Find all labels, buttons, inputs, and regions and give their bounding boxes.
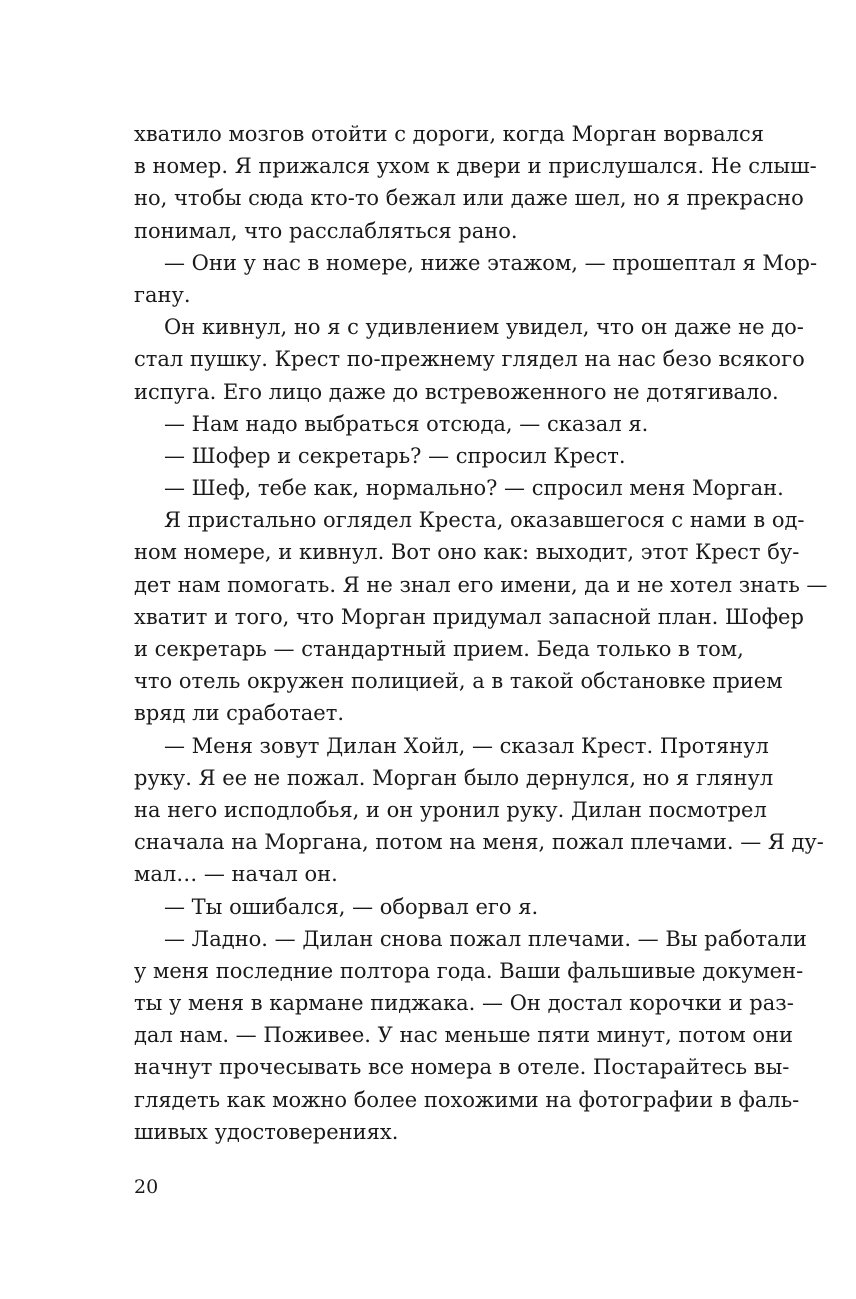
paragraph xyxy=(134,730,824,891)
text-line: — Ладно. — Дилан снова пожал плечами. — Вы работали xyxy=(164,926,807,951)
text-line: — Шофер и секретарь? — спросил Крест. xyxy=(164,443,626,468)
page-body-text xyxy=(134,118,828,1148)
text-line: Я пристально оглядел Креста, оказавшегося с нами в од- xyxy=(164,508,805,533)
text-line: шивых удостоверениях. xyxy=(134,1119,399,1144)
paragraph xyxy=(134,472,784,504)
paragraph xyxy=(134,118,817,247)
text-line: и секретарь — стандартный прием. Беда только в том, xyxy=(134,637,744,661)
text-line: гану. xyxy=(134,282,191,307)
text-line: — Шеф, тебе как, нормально? — спросил меня Морган. xyxy=(164,476,784,501)
text-line: начнут прочесывать все номера в отеле. Постарайтесь вы- xyxy=(134,1055,790,1080)
text-line: дал нам. — Поживее. У нас меньше пяти минут, потом они xyxy=(134,1023,793,1048)
text-line: мал… — начал он. xyxy=(134,862,338,887)
text-line: руку. Я ее не пожал. Морган было дернулся, но я глянул xyxy=(134,765,774,790)
paragraph xyxy=(134,923,807,1148)
paragraph xyxy=(134,440,728,472)
text-line: ты у меня в кармане пиджака. — Он достал корочки и раз- xyxy=(134,991,794,1016)
text-line: хватит и того, что Морган придумал запасной план. Шофер xyxy=(134,604,804,629)
paragraph xyxy=(134,891,728,923)
paragraph xyxy=(134,311,805,408)
text-line: ном номере, и кивнул. Вот оно как: выходит, этот Крест бу- xyxy=(134,540,800,565)
text-line: — Нам надо выбраться отсюда, — сказал я. xyxy=(164,411,649,436)
text-line: хватило мозгов отойти с дороги, когда Морган ворвался xyxy=(134,122,764,146)
text-line: что отель окружен полицией, а в такой обстановке прием xyxy=(134,669,783,694)
text-line: глядеть как можно более похожими на фотографии в фаль- xyxy=(134,1087,800,1112)
page-number: 20 xyxy=(134,1176,159,1198)
paragraph xyxy=(134,247,818,311)
text-line: но, чтобы сюда кто-то бежал или даже шел, но я прекрасно xyxy=(134,186,804,211)
paragraph xyxy=(134,504,828,729)
text-line: в номер. Я прижался ухом к двери и прислушался. Не слыш- xyxy=(134,154,817,179)
text-line: стал пушку. Крест по-прежнему глядел на нас безо всякого xyxy=(134,347,805,372)
text-line: — Меня зовут Дилан Хойл, — сказал Крест. Протянул xyxy=(164,733,769,758)
paragraph xyxy=(134,408,728,440)
text-line: — Ты ошибался, — оборвал его я. xyxy=(164,894,539,919)
text-line: Он кивнул, но я с удивлением увидел, что он даже не до- xyxy=(164,315,804,340)
text-line: сначала на Моргана, потом на меня, пожал плечами. — Я ду- xyxy=(134,830,824,855)
text-line: — Они у нас в номере, ниже этажом, — прошептал я Мор- xyxy=(164,250,818,275)
text-line: на него исподлобья, и он уронил руку. Дилан посмотрел xyxy=(134,797,767,822)
text-line: испуга. Его лицо даже до встревоженного не дотягивало. xyxy=(134,379,779,404)
text-line: понимал, что расслабляться рано. xyxy=(134,218,518,243)
text-line: у меня последние полтора года. Ваши фальшивые докумен- xyxy=(134,958,804,983)
text-line: вряд ли сработает. xyxy=(134,701,344,726)
text-line: дет нам помогать. Я не знал его имени, да и не хотел знать — xyxy=(134,572,828,597)
